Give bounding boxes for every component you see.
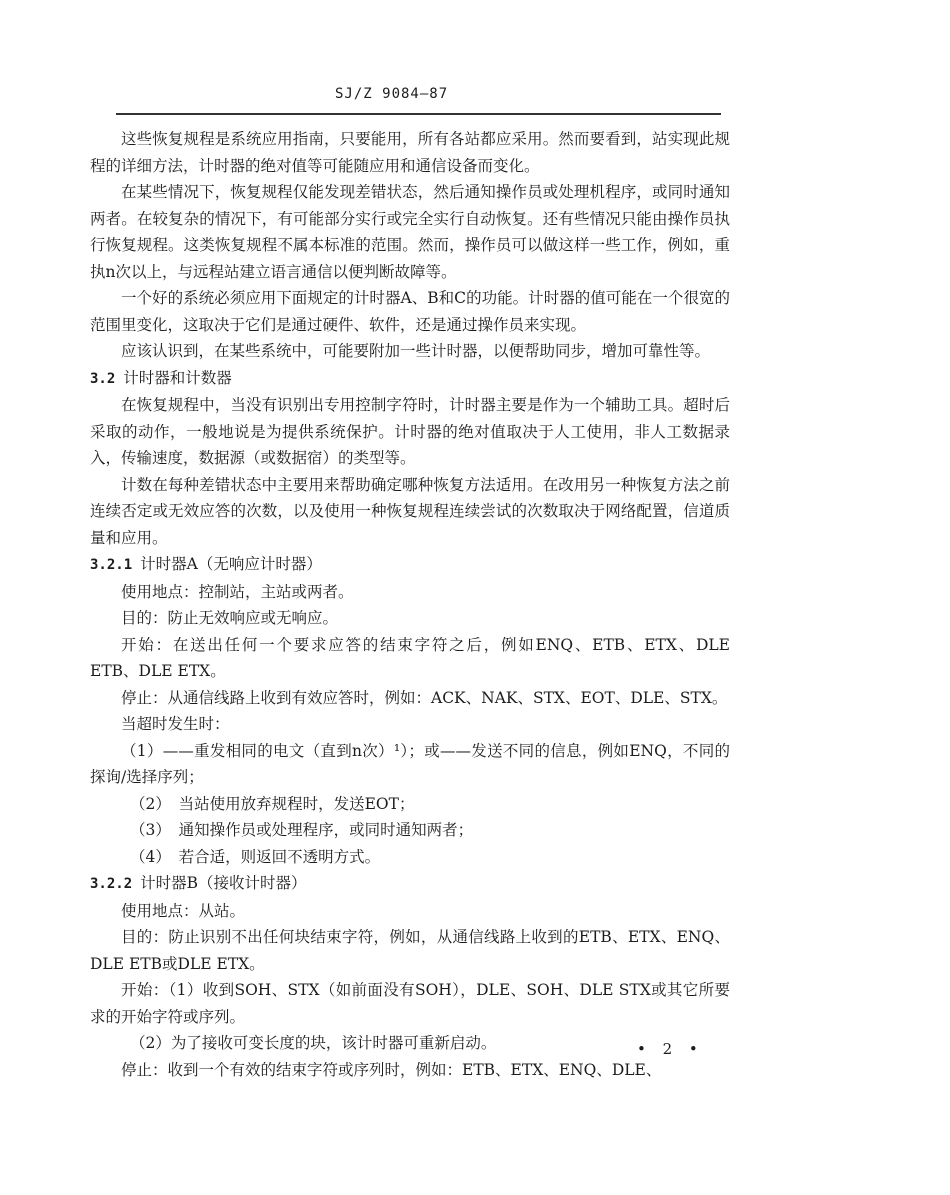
timer-b-stop: 停止：收到一个有效的结束字符或序列时，例如：ETB、ETX、ENQ、DLE、 bbox=[121, 1060, 662, 1079]
timer-a-stop: 停止：从通信线路上收到有效应答时，例如：ACK、NAK、STX、EOT、DLE、STX。 bbox=[121, 688, 728, 707]
timer-a-item-3: （3） 通知操作员或处理程序，或同时通知两者； bbox=[130, 821, 474, 839]
timer-b-usage: 使用地点：从站。 bbox=[121, 901, 246, 920]
timer-b-start-2: （2）为了接收可变长度的块，该计时器可重新启动。 bbox=[130, 1034, 497, 1052]
intro-paragraph-3: 一个好的系统必须应用下面规定的计时器A、B和C的功能。计时器的值可能在一个很宽的范围里变化，这取决于它们是通过硬件、软件，还是通过操作员来实现。 bbox=[90, 289, 730, 334]
timer-a-item-4: （4） 若合适，则返回不透明方式。 bbox=[130, 847, 381, 866]
section-number: 3.2.2 bbox=[90, 876, 133, 892]
page-number: • 2 • bbox=[637, 1040, 704, 1058]
timer-a-on-timeout: 当超时发生时： bbox=[121, 715, 230, 733]
section-title: 计时器和计数器 bbox=[123, 368, 232, 387]
section-3-2-1-heading bbox=[90, 551, 730, 579]
section-3-2-heading bbox=[90, 365, 730, 393]
section-title: 计时器A（无响应计时器） bbox=[140, 555, 322, 573]
intro-paragraph-4: 应该认识到，在某些系统中，可能要附加一些计时器，以便帮助同步，增加可靠性等。 bbox=[121, 342, 711, 360]
intro-paragraph-2: 在某些情况下，恢复规程仅能发现差错状态，然后通知操作员或处理机程序，或同时通知两者。在较复杂的情况下，有可能部分实行或完全实行自动恢复。还有些情况只能由操作员执行恢复规程。这类恢复规程不属本标准的范围。然而，操作员可以做这样一些工作，例如，重执n次以上，与远程站建立语言通信以便判断故障等。 bbox=[90, 183, 730, 281]
document-body bbox=[90, 126, 730, 1083]
timer-a-usage: 使用地点：控制站，主站或两者。 bbox=[121, 582, 354, 601]
section-number: 3.2 bbox=[90, 370, 116, 387]
timer-a-item-1: （1）——重发相同的电文（直到n次）¹）；或——发送不同的信息，例如ENQ，不同的探询/选择序列； bbox=[90, 741, 730, 786]
intro-paragraph-1: 这些恢复规程是系统应用指南，只要能用，所有各站都应采用。然而要看到，站实现此规程的详细方法，计时器的绝对值等可能随应用和通信设备而变化。 bbox=[90, 130, 730, 175]
section-3-2-paragraph-1: 在恢复规程中，当没有识别出专用控制字符时，计时器主要是作为一个辅助工具。超时后采取的动作，一般地说是为提供系统保护。计时器的绝对值取决于人工使用，非人工数据录入，传输速度，数据源（或数据宿）的类型等。 bbox=[90, 396, 730, 467]
timer-b-purpose: 目的：防止识别不出任何块结束字符，例如，从通信线路上收到的ETB、ETX、ENQ、DLE ETB或DLE ETX。 bbox=[90, 928, 730, 973]
section-3-2-2-heading bbox=[90, 870, 730, 898]
timer-a-item-2: （2） 当站使用放弃规程时，发送EOT； bbox=[130, 794, 415, 813]
timer-b-start-1: 开始：（1）收到SOH、STX（如前面没有SOH），DLE、SOH、DLE STX或其它所要求的开始字符或序列。 bbox=[90, 981, 730, 1026]
section-title: 计时器B（接收计时器） bbox=[140, 874, 307, 892]
section-number: 3.2.1 bbox=[90, 557, 133, 573]
timer-a-start: 开始：在送出任何一个要求应答的结束字符之后，例如ENQ、ETB、ETX、DLE ETB、DLE ETX。 bbox=[90, 635, 730, 680]
header-rule bbox=[116, 113, 721, 115]
section-3-2-paragraph-2: 计数在每种差错状态中主要用来帮助确定哪种恢复方法适用。在改用另一种恢复方法之前连续否定或无效应答的次数，以及使用一种恢复规程连续尝试的次数取决于网络配置，信道质量和应用。 bbox=[90, 475, 730, 547]
timer-a-purpose: 目的：防止无效响应或无响应。 bbox=[121, 609, 339, 627]
document-header: SJ/Z 9084—87 bbox=[335, 86, 449, 102]
